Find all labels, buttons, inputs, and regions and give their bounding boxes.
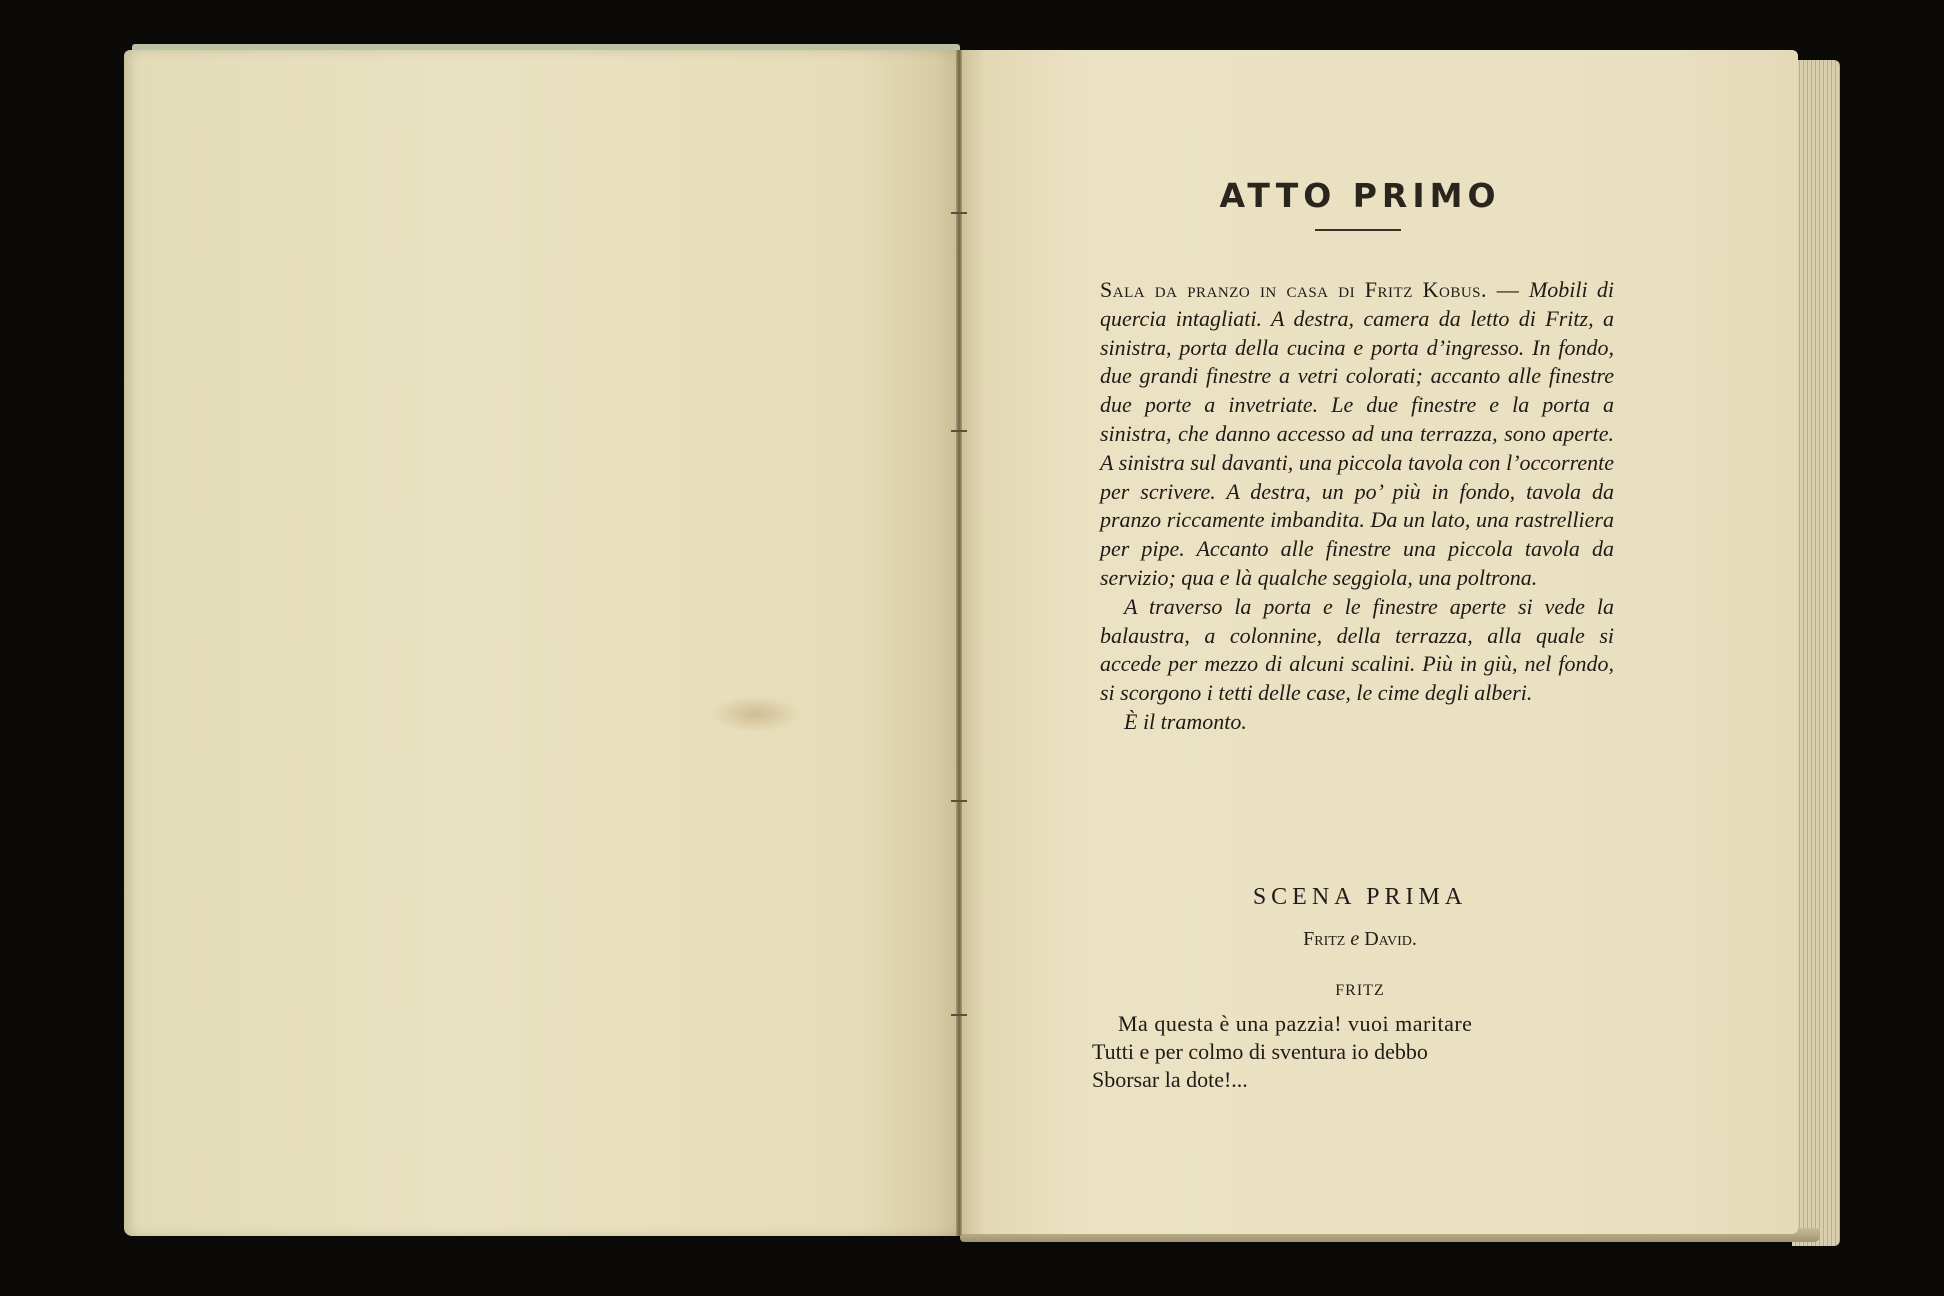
character-fritz: Fritz xyxy=(1303,928,1346,950)
verse-line: Tutti e per colmo di sventura io debbo xyxy=(1092,1039,1428,1064)
binding-stitch xyxy=(951,430,967,432)
left-page xyxy=(124,50,960,1236)
stage-text-1: Mobili di quercia intagliati. A destra, camera da letto di Fritz, a sinistra, porta della cucina e porta d’ingresso. In fondo, due grandi finestre a vetri colorati; accanto alle finestre due porte a invetriate. Le due finestre e la porta a sinistra, che danno accesso ad una terrazza, sono aperte. A sinistra sul davanti, una piccola tavola con l’occorrente per scrivere. A destra, un po’ più in fondo, tavola da pranzo riccamente imbandita. Da un lato, una rastrelliera per pipe. Accanto alle finestre una piccola tavola da servizio; qua e là qualche seggiola, una poltrona. xyxy=(1100,277,1614,590)
stage-paragraph-2: A traverso la porta e le finestre aperte si vede la balaustra, a colonnine, della terrazza, alla quale si accede per mezzo di alcuni scalini. Più in giù, nel fondo, si scorgono i tetti delle case, le cime degli alberi. xyxy=(1100,593,1614,706)
speaker-name: FRITZ xyxy=(1335,982,1385,999)
stage-direction xyxy=(1100,276,1614,737)
binding-stitch xyxy=(951,212,967,214)
act-title: ATTO PRIMO xyxy=(1219,176,1501,215)
binding-stitch xyxy=(951,1014,967,1016)
stage-paragraph-3: È il tramonto. xyxy=(1124,708,1247,734)
verse-block xyxy=(1092,1010,1612,1094)
scene-title: SCENA PRIMA xyxy=(1252,884,1468,910)
page-stack-edge xyxy=(1792,60,1840,1246)
paper-stain xyxy=(710,696,800,732)
characters-conjunction: e xyxy=(1350,928,1360,950)
verse-line: Ma questa è una pazzia! vuoi maritare xyxy=(1118,1011,1473,1036)
characters-line xyxy=(1160,928,1560,951)
setting-lead: Sala da pranzo in casa di Fritz Kobus. xyxy=(1100,277,1488,302)
binding-stitch xyxy=(951,800,967,802)
stage-paragraph-1 xyxy=(1100,276,1614,593)
character-david: David. xyxy=(1364,928,1417,950)
setting-dash: — xyxy=(1487,277,1529,302)
title-rule xyxy=(1315,229,1401,231)
verse-line: Sborsar la dote!... xyxy=(1092,1067,1248,1092)
book-gutter xyxy=(956,50,962,1236)
